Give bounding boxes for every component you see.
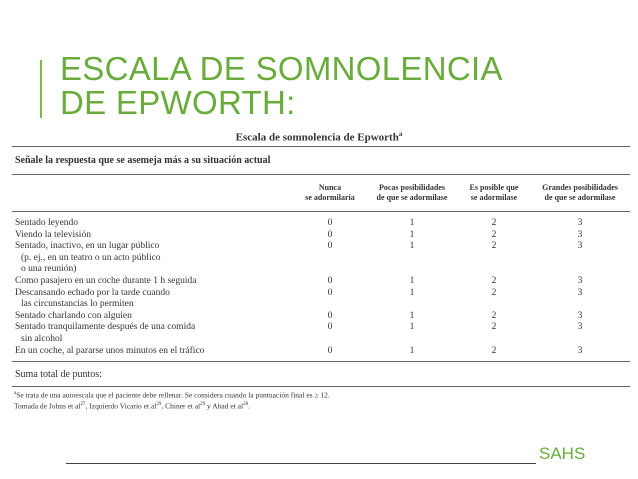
score-value <box>366 334 458 346</box>
item-line: En un coche, al pararse unos minutos en el tráfico <box>15 345 205 356</box>
footer-rule <box>66 463 536 464</box>
score-value: 0 <box>327 322 333 333</box>
score-value: 1 <box>409 345 415 356</box>
slide-title-line-1: ESCALA DE SOMNOLENCIA <box>60 50 503 87</box>
score-value: 3 <box>577 287 583 298</box>
item-line: las circunstancias lo permiten <box>21 299 134 310</box>
items-body-row <box>12 212 630 362</box>
title-accent-bar <box>40 60 42 118</box>
score-value: 3 <box>577 229 583 240</box>
score-value: 2 <box>491 275 497 286</box>
table-title <box>0 130 638 144</box>
score-value: 0 <box>327 275 333 286</box>
instruction-row <box>12 147 630 175</box>
score-value: 2 <box>491 345 497 356</box>
score-value <box>294 334 366 346</box>
score-value <box>458 299 530 311</box>
score-value: 3 <box>577 310 583 321</box>
item-line: Como pasajero en un coche durante 1 h seguida <box>15 275 197 286</box>
item-line: Viendo la televisión <box>15 229 91 240</box>
score-value: 0 <box>327 310 333 321</box>
score-value <box>530 299 630 311</box>
score-value: 3 <box>577 322 583 333</box>
table-title-mark: a <box>398 130 403 138</box>
item-line: Descansando echado por la tarde cuando <box>15 287 170 298</box>
table-title-text: Escala de somnolencia de Epworth <box>235 131 399 144</box>
total-row <box>12 362 630 387</box>
score-value <box>366 299 458 311</box>
score-column-nunca <box>294 212 366 362</box>
column-header-row <box>12 175 630 212</box>
score-value: 3 <box>577 345 583 356</box>
slide-title <box>60 52 503 120</box>
score-value: 3 <box>577 275 583 286</box>
footnote-line-2: Tomada de Johns et $al^{27}$, Izquierdo Vicario et $al^{29}$, Chiner et $al^{29}$ y Abad et $al^{28}$. <box>14 401 250 411</box>
score-value: 2 <box>491 229 497 240</box>
score-value: 2 <box>491 241 497 252</box>
score-value: 2 <box>491 322 497 333</box>
score-value: 3 <box>577 218 583 228</box>
score-value: 2 <box>491 287 497 298</box>
score-value: 0 <box>327 241 333 252</box>
score-value: 0 <box>327 229 333 240</box>
header-col-1: Nunca se adormilaría <box>294 175 366 212</box>
footnote-line-1: $^a$Se trata de una autoescala que el paciente debe rellenar. Se considera cuando la puntuación final es ≥ 12. <box>14 390 330 400</box>
score-column-posible <box>458 212 530 362</box>
score-value: 1 <box>409 287 415 298</box>
score-value: 1 <box>409 229 415 240</box>
score-value <box>366 253 458 265</box>
item-line: (p. ej., en un teatro o un acto público <box>21 252 161 263</box>
slide-title-line-2: DE EPWORTH: <box>60 84 296 121</box>
table-footnote <box>14 389 330 411</box>
score-value: 1 <box>409 241 415 252</box>
item-line: o una reunión) <box>21 264 77 275</box>
score-value: 0 <box>327 218 333 228</box>
score-value <box>530 334 630 346</box>
score-value: 0 <box>327 287 333 298</box>
score-value <box>294 253 366 265</box>
score-value <box>366 264 458 276</box>
score-value: 1 <box>409 322 415 333</box>
footer-label: SAHS <box>539 444 586 463</box>
instruction-text: Señale la respuesta que se asemeja más a su situación actual <box>12 147 630 175</box>
score-value: 2 <box>491 310 497 321</box>
footnote-mark: a <box>14 391 17 396</box>
item-line: sin alcohol <box>21 333 63 344</box>
header-col-3: Es posible que se adormilase <box>458 175 530 212</box>
score-value: 1 <box>409 275 415 286</box>
score-column-grandes <box>530 212 630 362</box>
score-value <box>530 253 630 265</box>
score-value <box>458 264 530 276</box>
epworth-table <box>12 146 630 387</box>
item-line: Sentado leyendo <box>15 218 79 228</box>
header-empty-cell <box>12 175 294 212</box>
score-value <box>294 264 366 276</box>
header-col-2: Pocas posibilidades de que se adormilase <box>366 175 458 212</box>
score-value <box>458 253 530 265</box>
items-column <box>12 212 294 362</box>
item-line: Sentado, inactivo, en un lugar público <box>15 241 160 252</box>
score-value: 1 <box>409 310 415 321</box>
score-value <box>530 264 630 276</box>
score-value: 3 <box>577 241 583 252</box>
score-value <box>294 299 366 311</box>
item-line: Sentado tranquilamente después de una comida <box>15 322 196 333</box>
total-label: Suma total de puntos: <box>12 362 630 387</box>
item-line: Sentado charlando con alguien <box>15 310 132 321</box>
score-value: 0 <box>327 345 333 356</box>
score-value <box>458 334 530 346</box>
header-col-4: Grandes posibilidades de que se adormilase <box>530 175 630 212</box>
score-column-pocas <box>366 212 458 362</box>
score-value: 2 <box>491 218 497 228</box>
score-value: 1 <box>409 218 415 228</box>
